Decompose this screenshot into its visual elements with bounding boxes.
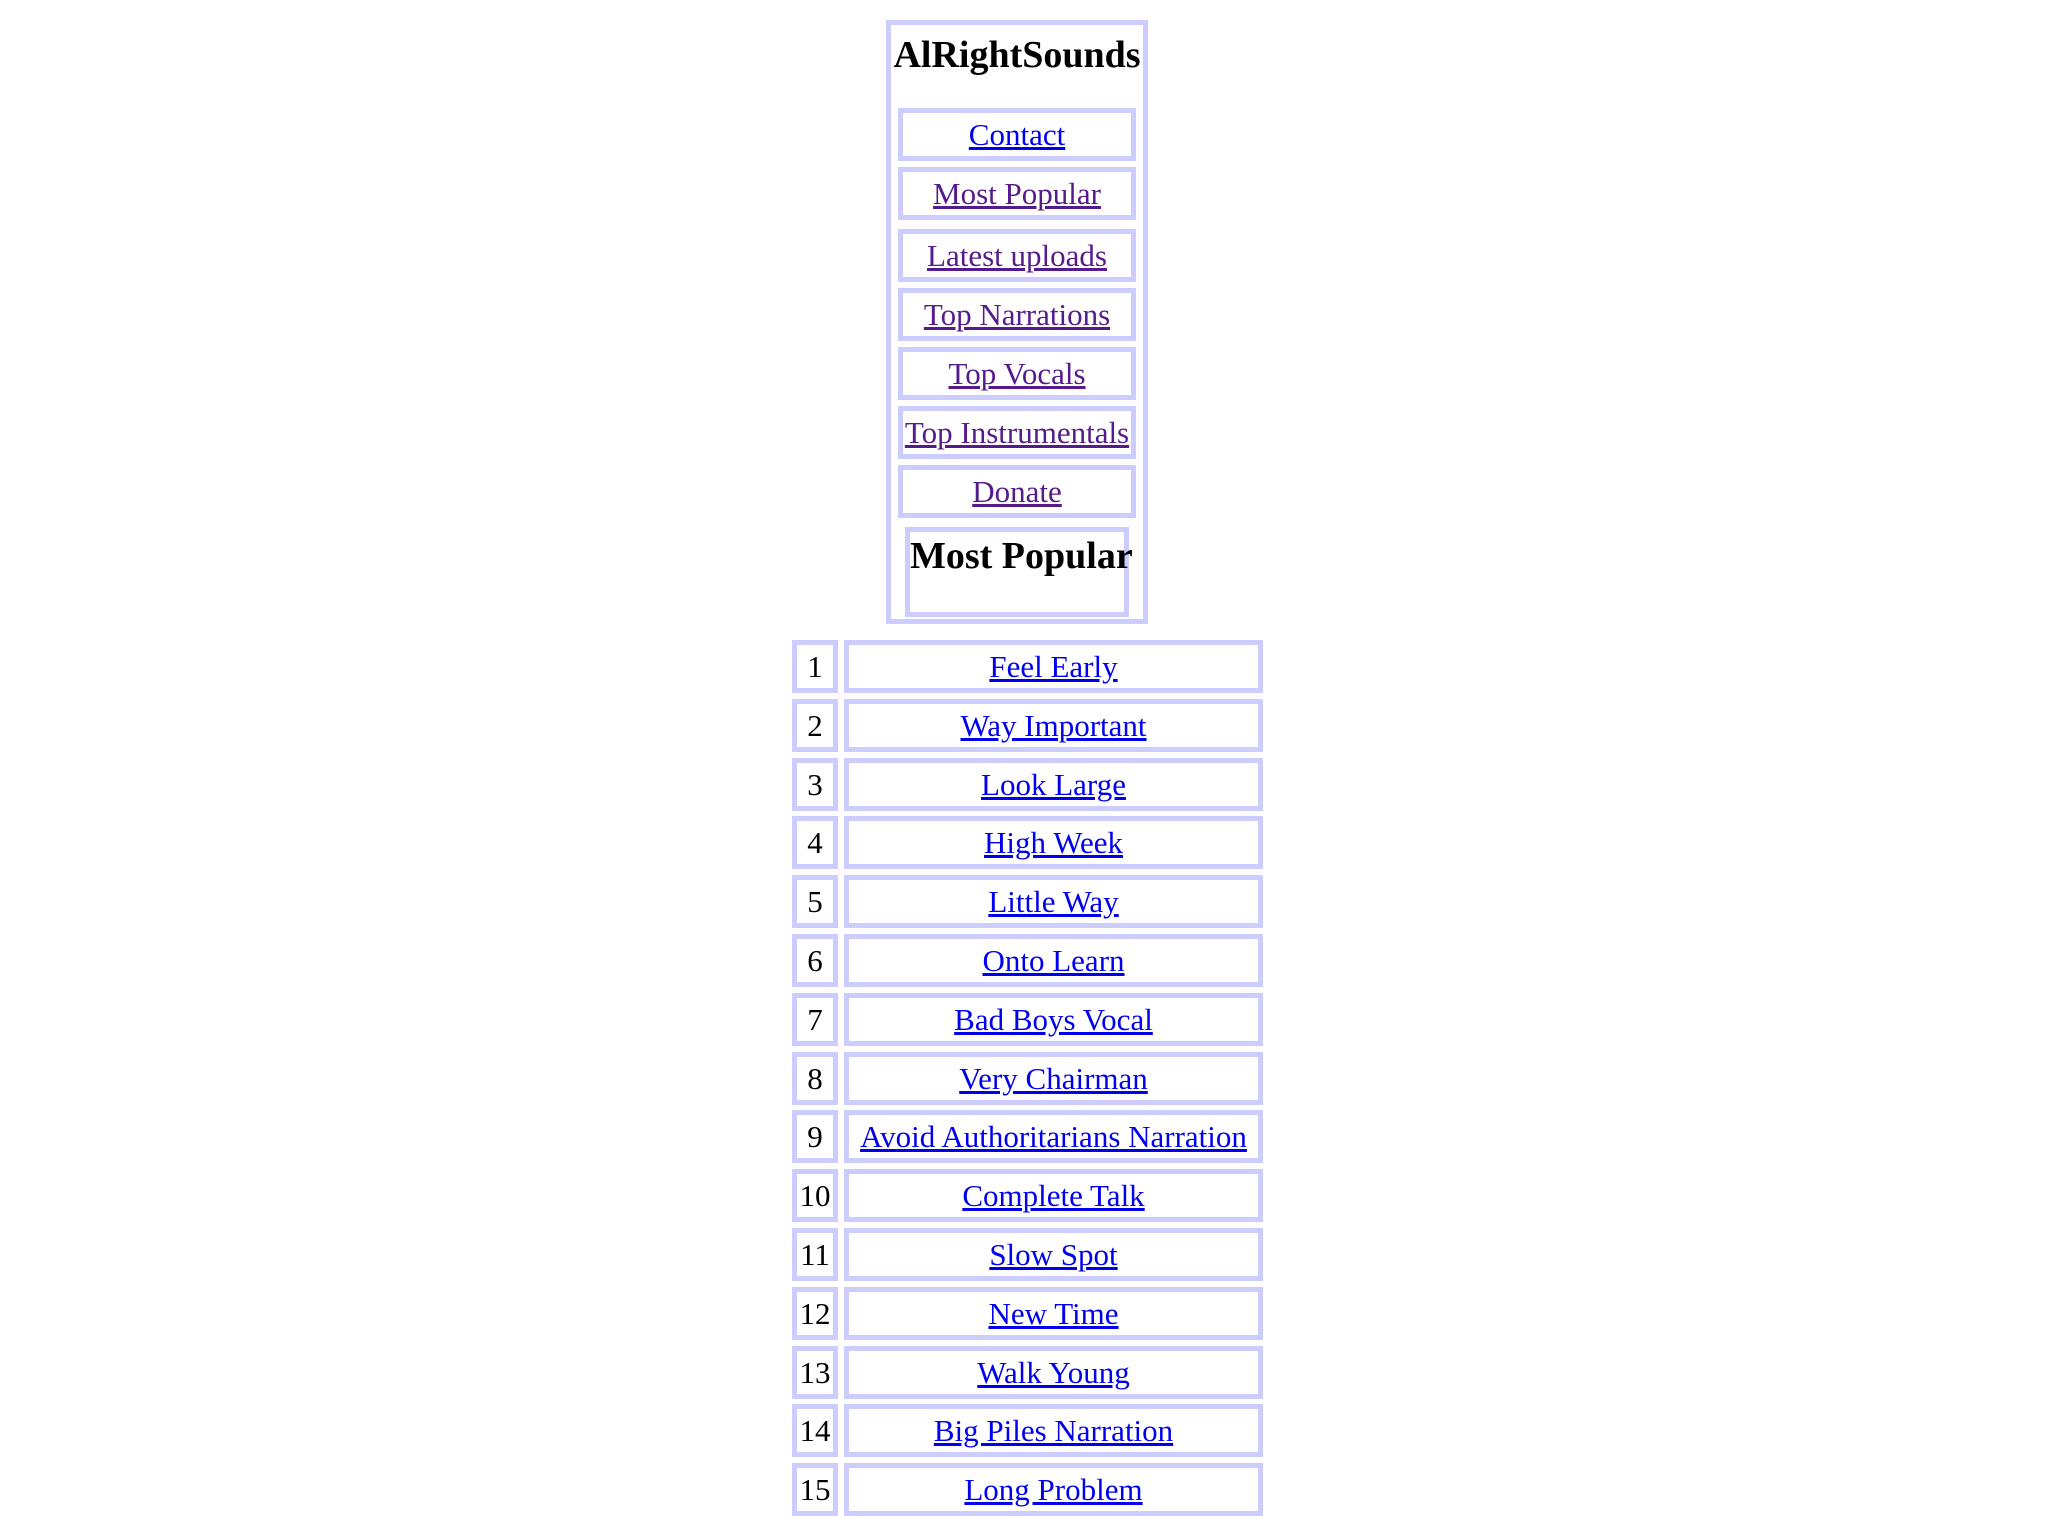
site-title: AlRightSounds [893,34,1141,76]
rank-number: 3 [792,758,838,811]
rank-number: 11 [792,1228,838,1281]
nav-link-contact[interactable]: Contact [968,117,1066,152]
list-item [792,699,1263,752]
list-item [792,934,1263,987]
site-nav-box [886,20,1148,624]
title-cell [844,758,1263,811]
title-cell [844,1287,1263,1340]
list-item [792,758,1263,811]
sound-title-link[interactable]: Feel Early [989,649,1118,684]
nav-item-donate [898,465,1136,518]
title-cell [844,993,1263,1046]
list-item [792,1404,1263,1457]
title-cell [844,1404,1263,1457]
sound-title-link[interactable]: Slow Spot [989,1237,1118,1272]
list-item [792,875,1263,928]
rank-number: 4 [792,816,838,869]
title-cell [844,640,1263,693]
rank-number: 6 [792,934,838,987]
nav-link-top-instrumentals[interactable]: Top Instrumentals [904,415,1130,450]
sound-title-link[interactable]: Complete Talk [962,1178,1145,1213]
sound-title-link[interactable]: Long Problem [964,1472,1143,1507]
nav-item-top-vocals [898,347,1136,400]
title-cell [844,1110,1263,1163]
title-cell [844,1463,1263,1516]
list-item [792,1110,1263,1163]
rank-number: 9 [792,1110,838,1163]
rank-number: 15 [792,1463,838,1516]
sound-title-link[interactable]: High Week [984,825,1123,860]
title-cell [844,1052,1263,1105]
list-item [792,1287,1263,1340]
title-cell [844,1169,1263,1222]
title-cell [844,1346,1263,1399]
section-heading: Most Popular [910,535,1133,577]
nav-item-most-popular [898,167,1136,220]
rank-number: 8 [792,1052,838,1105]
list-item [792,816,1263,869]
sound-title-link[interactable]: Little Way [988,884,1119,919]
rank-number: 12 [792,1287,838,1340]
sound-title-link[interactable]: Bad Boys Vocal [954,1002,1153,1037]
nav-item-top-narrations [898,288,1136,341]
list-item [792,1463,1263,1516]
nav-item-top-instrumentals [898,406,1136,459]
rank-number: 7 [792,993,838,1046]
list-item [792,993,1263,1046]
title-cell [844,699,1263,752]
nav-link-top-vocals[interactable]: Top Vocals [948,356,1086,391]
sound-title-link[interactable]: Look Large [981,767,1126,802]
sound-title-link[interactable]: Onto Learn [982,943,1125,978]
nav-item-latest-uploads [898,229,1136,282]
title-cell [844,875,1263,928]
section-heading-box [905,527,1133,617]
title-cell [844,1228,1263,1281]
rank-number: 14 [792,1404,838,1457]
list-item [792,1169,1263,1222]
nav-link-most-popular[interactable]: Most Popular [933,176,1101,211]
list-item [792,1346,1263,1399]
sound-title-link[interactable]: Walk Young [977,1355,1130,1390]
rank-number: 1 [792,640,838,693]
nav-link-latest-uploads[interactable]: Latest uploads [927,238,1107,273]
sound-title-link[interactable]: Big Piles Narration [933,1413,1174,1448]
rank-number: 5 [792,875,838,928]
nav-item-contact [898,108,1136,161]
rank-number: 13 [792,1346,838,1399]
title-cell [844,816,1263,869]
sound-title-link[interactable]: Way Important [960,708,1147,743]
list-item [792,1228,1263,1281]
list-item [792,640,1263,693]
rank-number: 10 [792,1169,838,1222]
title-cell [844,934,1263,987]
sound-title-link[interactable]: Avoid Authoritarians Narration [860,1119,1247,1154]
rank-number: 2 [792,699,838,752]
list-item [792,1052,1263,1105]
sound-title-link[interactable]: Very Chairman [959,1061,1148,1096]
sound-title-link[interactable]: New Time [988,1296,1119,1331]
nav-link-donate[interactable]: Donate [972,474,1062,509]
nav-link-top-narrations[interactable]: Top Narrations [923,297,1111,332]
